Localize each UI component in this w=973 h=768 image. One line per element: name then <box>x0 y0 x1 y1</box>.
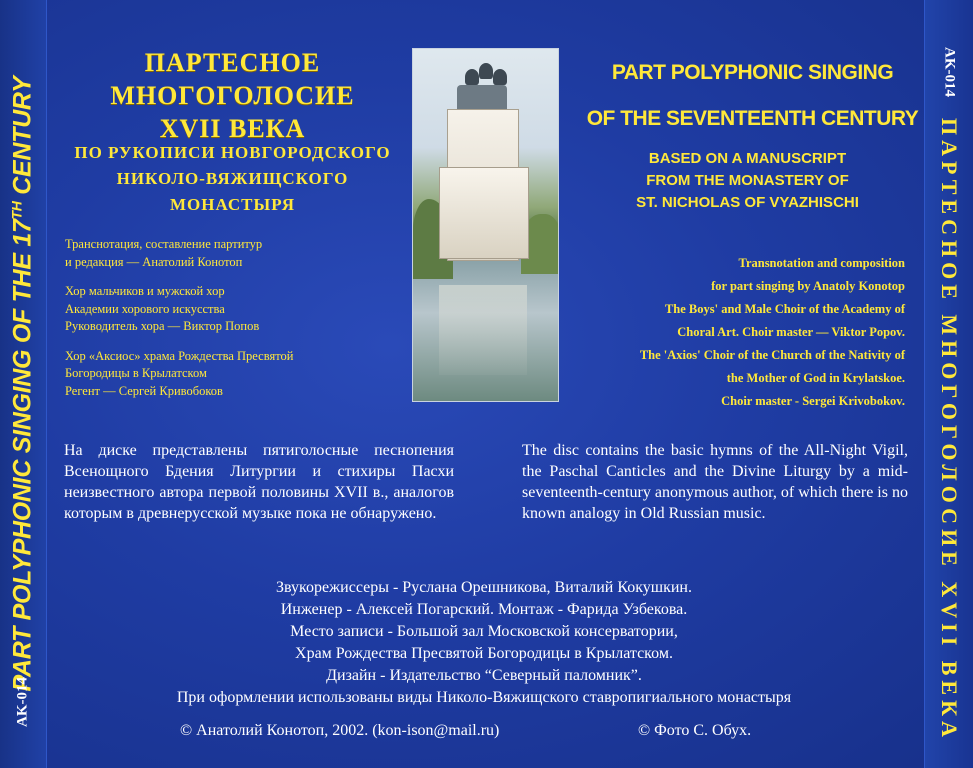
photo-reflection <box>439 285 527 375</box>
photo-dome <box>493 69 507 85</box>
production-credit-line: Храм Рождества Пресвятой Богородицы в Крылатском. <box>295 645 673 662</box>
left-spine <box>0 0 47 768</box>
ru-credit-group <box>65 283 395 336</box>
photo-dome <box>465 69 479 85</box>
ru-credit-line: Регент — Сергей Кривобоков <box>65 383 223 398</box>
en-credit-line: The 'Axios' Choir of the Church of the Nativity of <box>639 348 905 362</box>
en-title <box>575 50 930 142</box>
en-credit-line: Choral Art. Choir master — Viktor Popov. <box>677 325 905 339</box>
production-credit-line: При оформлении использованы виды Николо-Вяжищского ставропигиального монастыря <box>176 689 792 706</box>
en-subtitle <box>575 148 920 214</box>
right-spine-code: AK-014 <box>941 47 958 97</box>
photo-dome <box>479 63 493 79</box>
en-subtitle-line: BASED ON A MANUSCRIPT <box>648 150 847 167</box>
ru-title-line: XVII ВЕКА <box>159 114 306 143</box>
en-title-line: OF THE SEVENTEENTH CENTURY <box>586 107 919 130</box>
ru-credits <box>65 236 395 412</box>
ru-credit-line: Хор мальчиков и мужской хор <box>65 284 225 298</box>
ru-credit-group <box>65 236 395 271</box>
ru-credit-group <box>65 348 395 401</box>
en-subtitle-line: FROM THE MONASTERY OF <box>646 172 849 189</box>
production-credit-line: Дизайн - Издательство “Северный паломник”. <box>326 667 642 684</box>
en-subtitle-line: ST. NICHOLAS OF VYAZHISCHI <box>636 194 859 211</box>
ru-credit-line: Руководитель хора — Виктор Попов <box>65 319 260 333</box>
photo-church-base <box>439 167 529 259</box>
en-credit-line: Transnotation and composition <box>738 256 905 270</box>
left-spine-title: PART POLYPHONIC SINGING OF THE 17TH CENTURY <box>8 76 37 692</box>
ru-credit-line: Транснотация, составление партитур <box>65 237 263 251</box>
ru-credit-line: Академии хорового искусства <box>65 301 225 316</box>
ru-title-line: ПАРТЕСНОЕ МНОГОГОЛОСИЕ <box>110 48 355 110</box>
production-credit-line: Инженер - Алексей Погарский. Монтаж - Фарида Узбекова. <box>280 601 688 618</box>
ru-title <box>50 46 415 145</box>
en-credit-line: the Mother of God in Krylatskoe. <box>726 371 905 385</box>
production-credits <box>64 577 904 709</box>
footer <box>180 720 800 742</box>
ru-subtitle-line: ПО РУКОПИСИ НОВГОРОДСКОГО <box>74 143 391 162</box>
right-spine <box>924 0 973 768</box>
en-credits <box>560 252 905 413</box>
photo-church-roof <box>457 85 507 111</box>
ru-subtitle-line: НИКОЛО-ВЯЖИЩСКОГО <box>116 169 349 188</box>
monastery-photo <box>412 48 559 402</box>
photo-credit: © Фото С. Обух. <box>638 722 752 739</box>
left-spine-code: AK-014 <box>14 677 31 727</box>
ru-credit-line: и редакция — Анатолий Конотоп <box>65 254 243 269</box>
ru-credit-line: Богородицы в Крылатском <box>65 366 207 380</box>
ru-subtitle-line: МОНАСТЫРЯ <box>169 195 296 214</box>
production-credit-line: Место записи - Большой зал Московской консерватории, <box>290 623 678 640</box>
en-credit-line: Choir master - Sergei Krivobokov. <box>721 394 905 408</box>
en-credit-line: The Boys' and Male Choir of the Academy of <box>664 302 905 316</box>
ru-subtitle <box>50 140 415 218</box>
en-credit-line: for part singing by Anatoly Konotop <box>711 279 905 293</box>
ru-description: На диске представлены пятиголосные песнопения Всенощного Бдения Литургии и стихиры Пасхи неизвестного автора первой половины XVII в., аналогов которым в древнерусской музыке пока не обнаружено. <box>64 442 454 522</box>
right-spine-title: ПАРТЕСНОЕ МНОГОГОЛОСИЕ XVII ВЕКА <box>937 118 962 742</box>
production-credit-line: Звукорежиссеры - Руслана Орешникова, Виталий Кокушкин. <box>276 579 692 596</box>
en-title-line: PART POLYPHONIC SINGING <box>611 61 894 84</box>
ru-credit-line: Хор «Аксиос» храма Рождества Пресвятой <box>65 348 294 363</box>
en-description: The disc contains the basic hymns of the All-Night Vigil, the Paschal Canticles and the Divine Liturgy by a mid-seventeenth-century anonymous author, of which there is no known analogy in Old Russian music. <box>522 442 908 522</box>
copyright-text: © Анатолий Конотоп, 2002. (kon-ison@mail.ru) <box>180 722 500 739</box>
